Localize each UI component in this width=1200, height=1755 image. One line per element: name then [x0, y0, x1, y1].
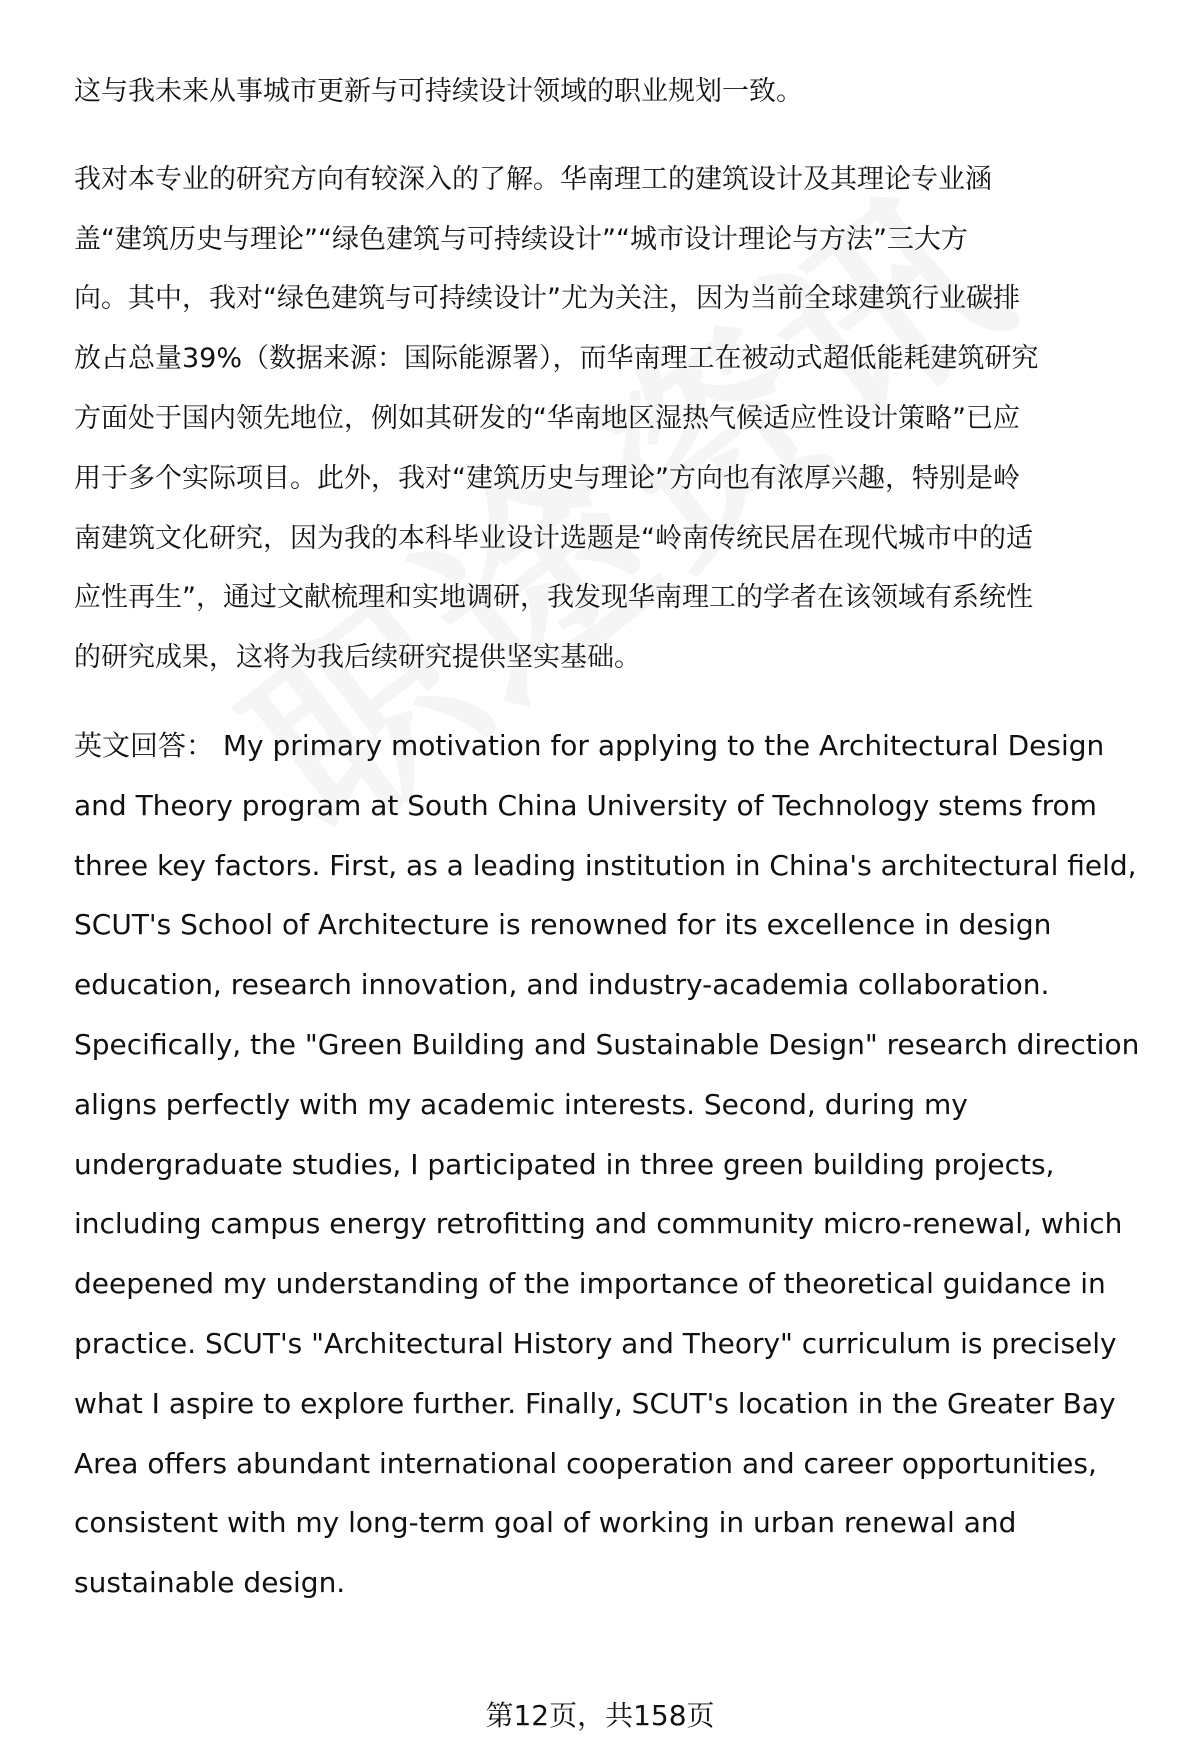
text-line: sustainable design. — [74, 1566, 346, 1600]
paragraph-english-answer — [74, 716, 1154, 1613]
text-line: 放占总量39%（数据来源：国际能源署），而华南理工在被动式超低能耗建筑研究 — [74, 343, 1039, 375]
text-line: 英文回答： My primary motivation for applying to the Architectural Design — [74, 728, 1105, 762]
text-line: aligns perfectly with my academic interests. Second, during my — [74, 1087, 968, 1121]
text-line: 这与我未来从事城市更新与可持续设计领域的职业规划一致。 — [74, 76, 803, 107]
text-line: undergraduate studies, I participated in three green building projects, — [74, 1147, 1055, 1181]
text-line: three key factors. First, as a leading institution in China's architectural field, — [74, 848, 1137, 882]
text-line: 方面处于国内领先地位，例如其研发的“华南地区湿热气候适应性设计策略”已应 — [74, 402, 1020, 434]
text-line: SCUT's School of Architecture is renowned for its excellence in design — [74, 908, 1052, 942]
text-line: 向。其中，我对“绿色建筑与可持续设计”尤为关注，因为当前全球建筑行业碳排 — [74, 283, 1020, 315]
text-line: 我对本专业的研究方向有较深入的了解。华南理工的建筑设计及其理论专业涵 — [74, 163, 992, 195]
text-line: what I aspire to explore further. Finally, SCUT's location in the Greater Bay — [74, 1386, 1116, 1420]
text-line: and Theory program at South China University of Technology stems from — [74, 788, 1097, 822]
text-line: deepened my understanding of the importance of theoretical guidance in — [74, 1267, 1106, 1301]
text-line: including campus energy retrofitting and community micro-renewal, which — [74, 1207, 1123, 1241]
paragraph-career-plan — [74, 62, 1154, 122]
text-line: practice. SCUT's "Architectural History and Theory" curriculum is precisely — [74, 1326, 1117, 1360]
text-line: 盖“建筑历史与理论”“绿色建筑与可持续设计”“城市设计理论与方法”三大方 — [74, 223, 968, 255]
paragraph-research-direction — [74, 150, 1154, 688]
text-line: Specifically, the "Green Building and Sustainable Design" research direction — [74, 1027, 1140, 1061]
text-line: consistent with my long-term goal of working in urban renewal and — [74, 1506, 1017, 1540]
text-line: 的研究成果，这将为我后续研究提供坚实基础。 — [74, 642, 641, 674]
text-line: 应性再生”，通过文献梳理和实地调研，我发现华南理工的学者在该领域有系统性 — [74, 582, 1033, 614]
text-line: 用于多个实际项目。此外，我对“建筑历史与理论”方向也有浓厚兴趣，特别是岭 — [74, 462, 1020, 494]
text-line: Area offers abundant international cooperation and career opportunities, — [74, 1446, 1097, 1480]
page-number: 第12页，共158页 — [485, 1699, 715, 1732]
text-line: 南建筑文化研究，因为我的本科毕业设计选题是“岭南传统民居在现代城市中的适 — [74, 522, 1033, 554]
document-body — [74, 62, 1154, 1613]
text-line: education, research innovation, and industry-academia collaboration. — [74, 968, 1050, 1002]
